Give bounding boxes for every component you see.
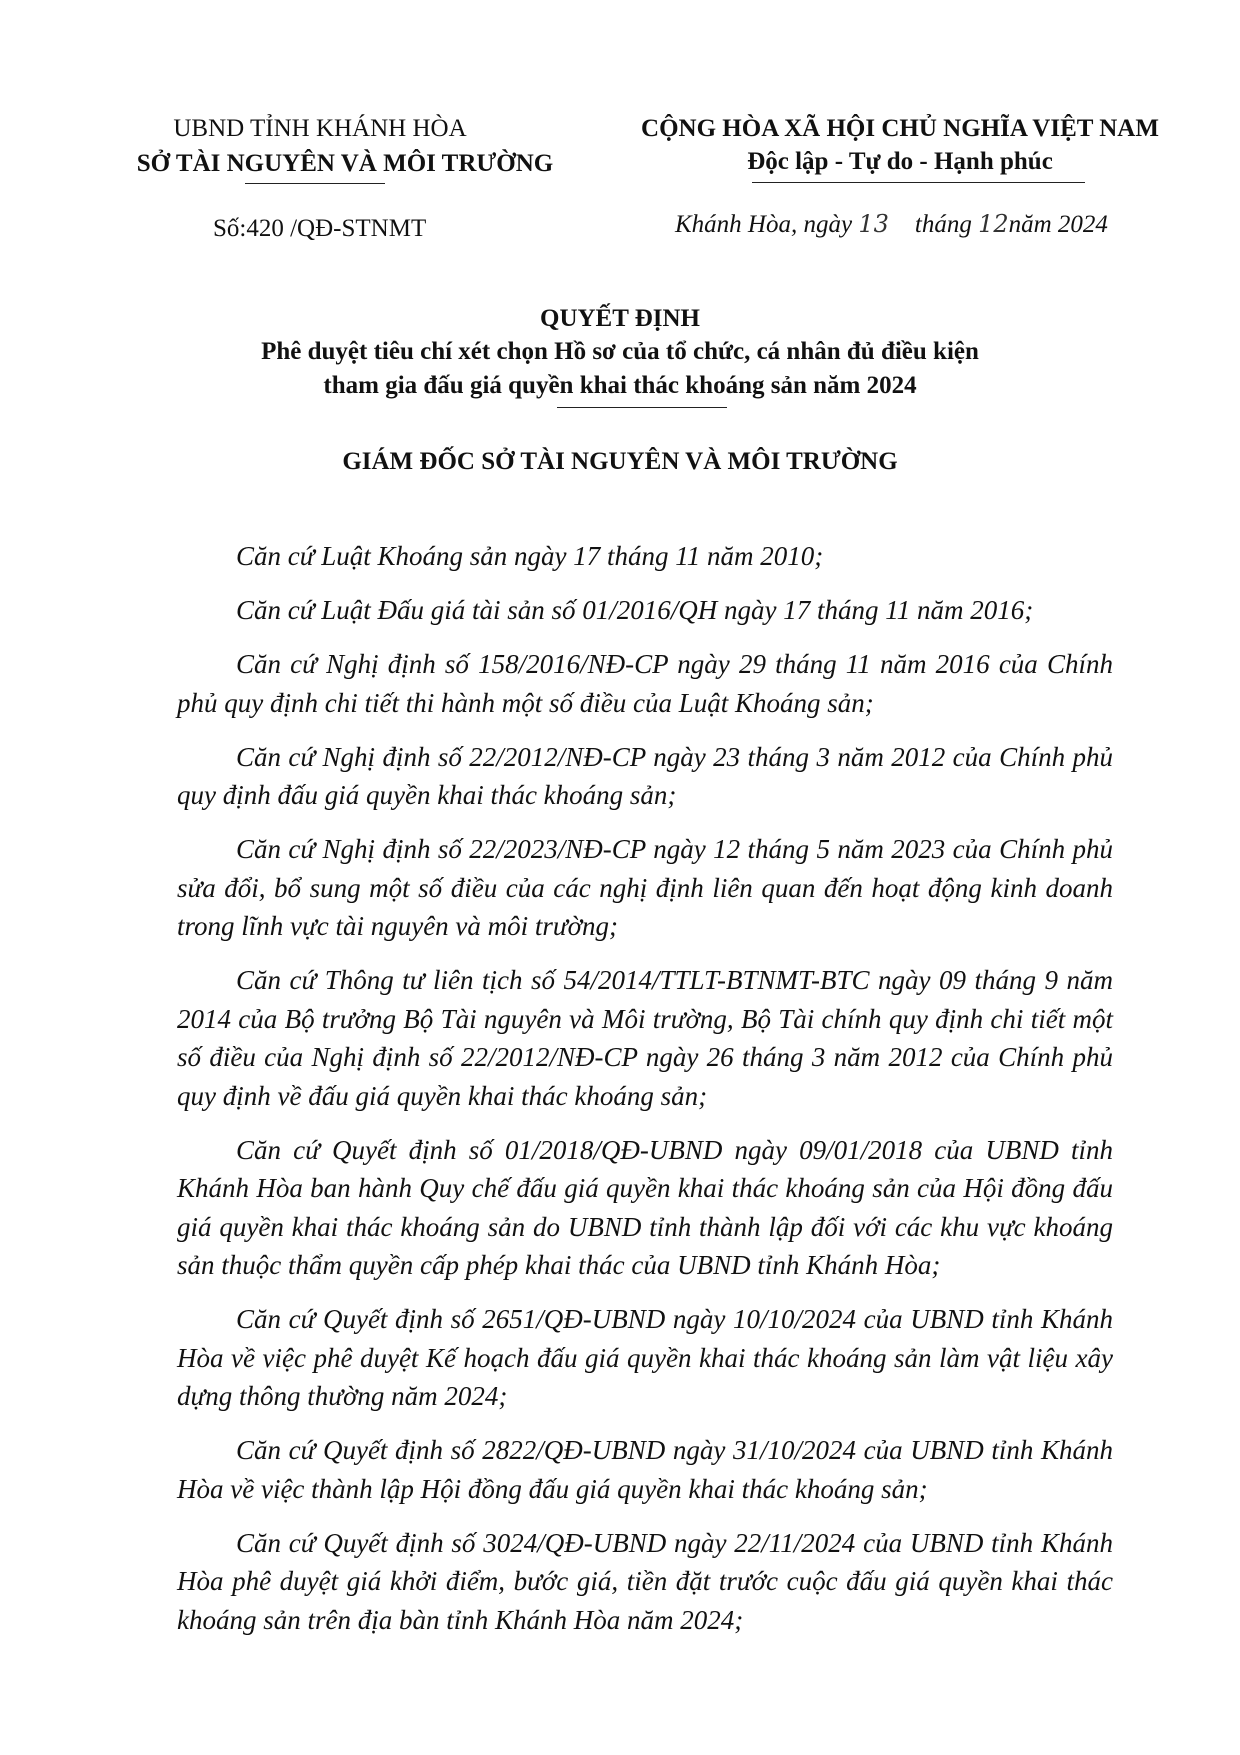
legal-basis-paragraph: Căn cứ Nghị định số 158/2016/NĐ-CP ngày 29 tháng 11 năm 2016 của Chính phủ quy định chi tiết thi hành một số điều của Luật Khoáng sản; <box>177 649 1113 718</box>
document-subject-line-2: tham gia đấu giá quyền khai thác khoáng sản năm 2024 <box>323 372 917 399</box>
legal-basis-paragraph: Căn cứ Nghị định số 22/2012/NĐ-CP ngày 23 tháng 3 năm 2012 của Chính phủ quy định đấu giá quyền khai thác khoáng sản; <box>177 741 1113 810</box>
legal-basis-paragraph: Căn cứ Luật Đấu giá tài sản số 01/2016/QH ngày 17 tháng 11 năm 2016; <box>236 595 1034 625</box>
date-line <box>675 210 1108 239</box>
date-place: Khánh Hòa, ngày <box>675 211 859 238</box>
date-year-label: năm 2024 <box>1008 211 1108 238</box>
doc-number-value: 420 <box>246 215 284 242</box>
date-day: 13 <box>858 210 889 238</box>
legal-basis-paragraph: Căn cứ Quyết định số 01/2018/QĐ-UBND ngày 09/01/2018 của UBND tỉnh Khánh Hòa ban hành Quy chế đấu giá quyền khai thác khoáng sản của Hội đồng đấu giá quyền khai thác khoáng sản do UBND tỉnh thành lập đối với các khu vực khoáng sản thuộc thẩm quyền cấp phép khai thác của UBND tỉnh Khánh Hòa; <box>177 1134 1113 1280</box>
nation-name: CỘNG HÒA XÃ HỘI CHỦ NGHĨA VIỆT NAM <box>641 115 1159 142</box>
document-subject-line-1: Phê duyệt tiêu chí xét chọn Hồ sơ của tổ chức, cá nhân đủ điều kiện <box>261 338 979 365</box>
legal-basis-section <box>177 537 1113 1655</box>
date-month-label: tháng <box>914 211 979 238</box>
legal-basis-paragraph: Căn cứ Nghị định số 22/2023/NĐ-CP ngày 12 tháng 5 năm 2023 của Chính phủ sửa đổi, bổ sung một số điều của các nghị định liên quan đến hoạt động kinh doanh trong lĩnh vực tài nguyên và môi trường; <box>177 834 1113 941</box>
doc-number-suffix: /QĐ-STNMT <box>283 215 427 242</box>
motto-underline <box>752 182 1085 183</box>
date-month: 12 <box>978 210 1009 238</box>
doc-number-prefix: Số: <box>213 215 247 242</box>
legal-basis-paragraph: Căn cứ Quyết định số 3024/QĐ-UBND ngày 22/11/2024 của UBND tỉnh Khánh Hòa phê duyệt giá khởi điểm, bước giá, tiền đặt trước cuộc đấu giá quyền khai thác khoáng sản trên địa bàn tỉnh Khánh Hòa năm 2024; <box>177 1527 1113 1635</box>
document-number <box>213 215 426 243</box>
subject-underline <box>557 407 727 408</box>
issuing-authority: GIÁM ĐỐC SỞ TÀI NGUYÊN VÀ MÔI TRƯỜNG <box>342 448 898 475</box>
legal-basis-paragraph: Căn cứ Luật Khoáng sản ngày 17 tháng 11 năm 2010; <box>236 541 824 571</box>
national-motto: Độc lập - Tự do - Hạnh phúc <box>747 148 1053 175</box>
legal-basis-paragraph: Căn cứ Quyết định số 2822/QĐ-UBND ngày 31/10/2024 của UBND tỉnh Khánh Hòa về việc thành lập Hội đồng đấu giá quyền khai thác khoáng sản; <box>177 1435 1113 1504</box>
agency-parent: UBND TỈNH KHÁNH HÒA <box>173 115 467 142</box>
document-type: QUYẾT ĐỊNH <box>540 305 700 332</box>
agency-underline <box>245 183 385 184</box>
legal-basis-paragraph: Căn cứ Thông tư liên tịch số 54/2014/TTLT-BTNMT-BTC ngày 09 tháng 9 năm 2014 của Bộ trưởng Bộ Tài nguyên và Môi trường, Bộ Tài chính quy định chi tiết một số điều của Nghị định số 22/2012/NĐ-CP ngày 26 tháng 3 năm 2012 của Chính phủ quy định về đấu giá quyền khai thác khoáng sản; <box>177 965 1113 1111</box>
legal-basis-paragraph: Căn cứ Quyết định số 2651/QĐ-UBND ngày 10/10/2024 của UBND tỉnh Khánh Hòa về việc phê duyệt Kế hoạch đấu giá quyền khai thác khoáng sản làm vật liệu xây dựng thông thường năm 2024; <box>177 1304 1113 1411</box>
agency-name: SỞ TÀI NGUYÊN VÀ MÔI TRƯỜNG <box>136 150 554 177</box>
